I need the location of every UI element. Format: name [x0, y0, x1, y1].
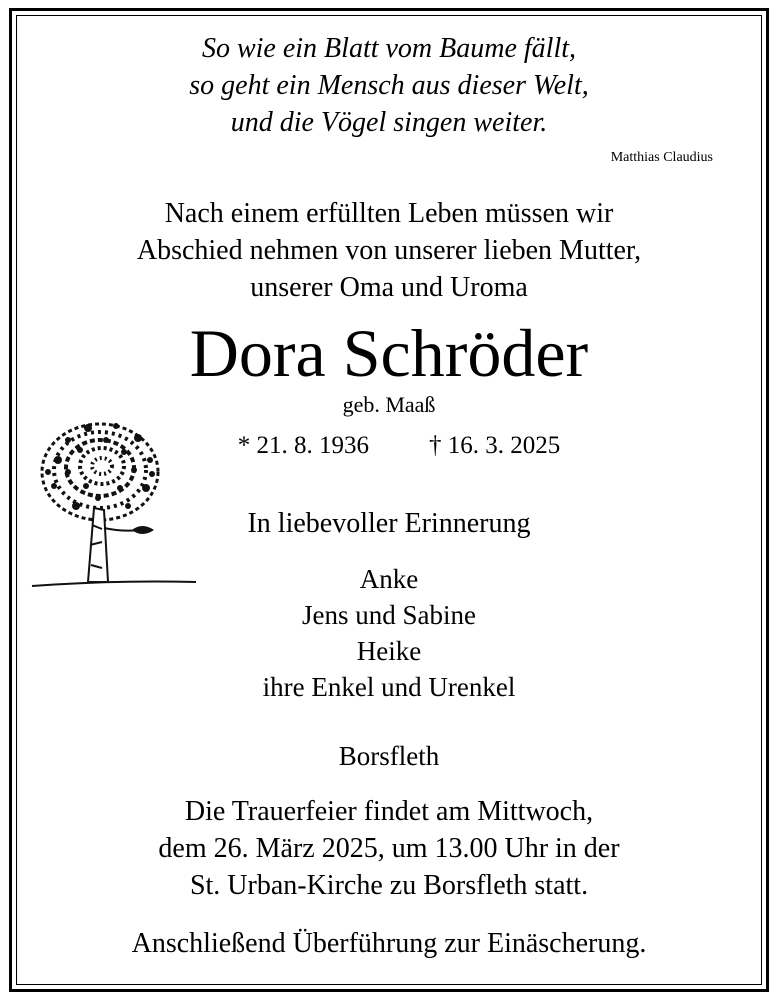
place: Borsfleth: [338, 741, 440, 771]
remembrance-line: In liebevoller Erinnerung: [247, 508, 531, 539]
family-member: ihre Enkel und Urenkel: [262, 672, 516, 702]
intro-block: [0, 195, 778, 306]
deceased-name: Dora Schröder: [189, 315, 589, 391]
birth-date: * 21. 8. 1936: [237, 432, 369, 459]
quote-block: [0, 30, 778, 141]
death-date: † 16. 3. 2025: [429, 432, 561, 459]
funeral-line: dem 26. März 2025, um 13.00 Uhr in der: [158, 833, 620, 864]
family-list: [0, 561, 778, 705]
intro-line: unserer Oma und Uroma: [250, 272, 528, 303]
funeral-line: St. Urban-Kirche zu Borsfleth statt.: [189, 870, 589, 901]
quote-author: Matthias Claudius: [610, 150, 713, 165]
quote-line: so geht ein Mensch aus dieser Welt,: [189, 70, 589, 101]
funeral-line: Die Trauerfeier findet am Mittwoch,: [184, 796, 594, 827]
quote-line: und die Vögel singen weiter.: [230, 107, 548, 138]
transfer-note: Anschließend Überführung zur Einäscherung.: [131, 928, 647, 959]
funeral-info: [0, 793, 778, 904]
family-member: Anke: [359, 564, 419, 594]
birth-name: geb. Maaß: [342, 392, 436, 417]
intro-line: Abschied nehmen von unserer lieben Mutter,: [136, 235, 642, 266]
family-member: Heike: [356, 636, 422, 666]
family-member: Jens und Sabine: [302, 600, 476, 630]
intro-line: Nach einem erfüllten Leben müssen wir: [164, 198, 614, 229]
quote-line: So wie ein Blatt vom Baume fällt,: [201, 33, 577, 64]
